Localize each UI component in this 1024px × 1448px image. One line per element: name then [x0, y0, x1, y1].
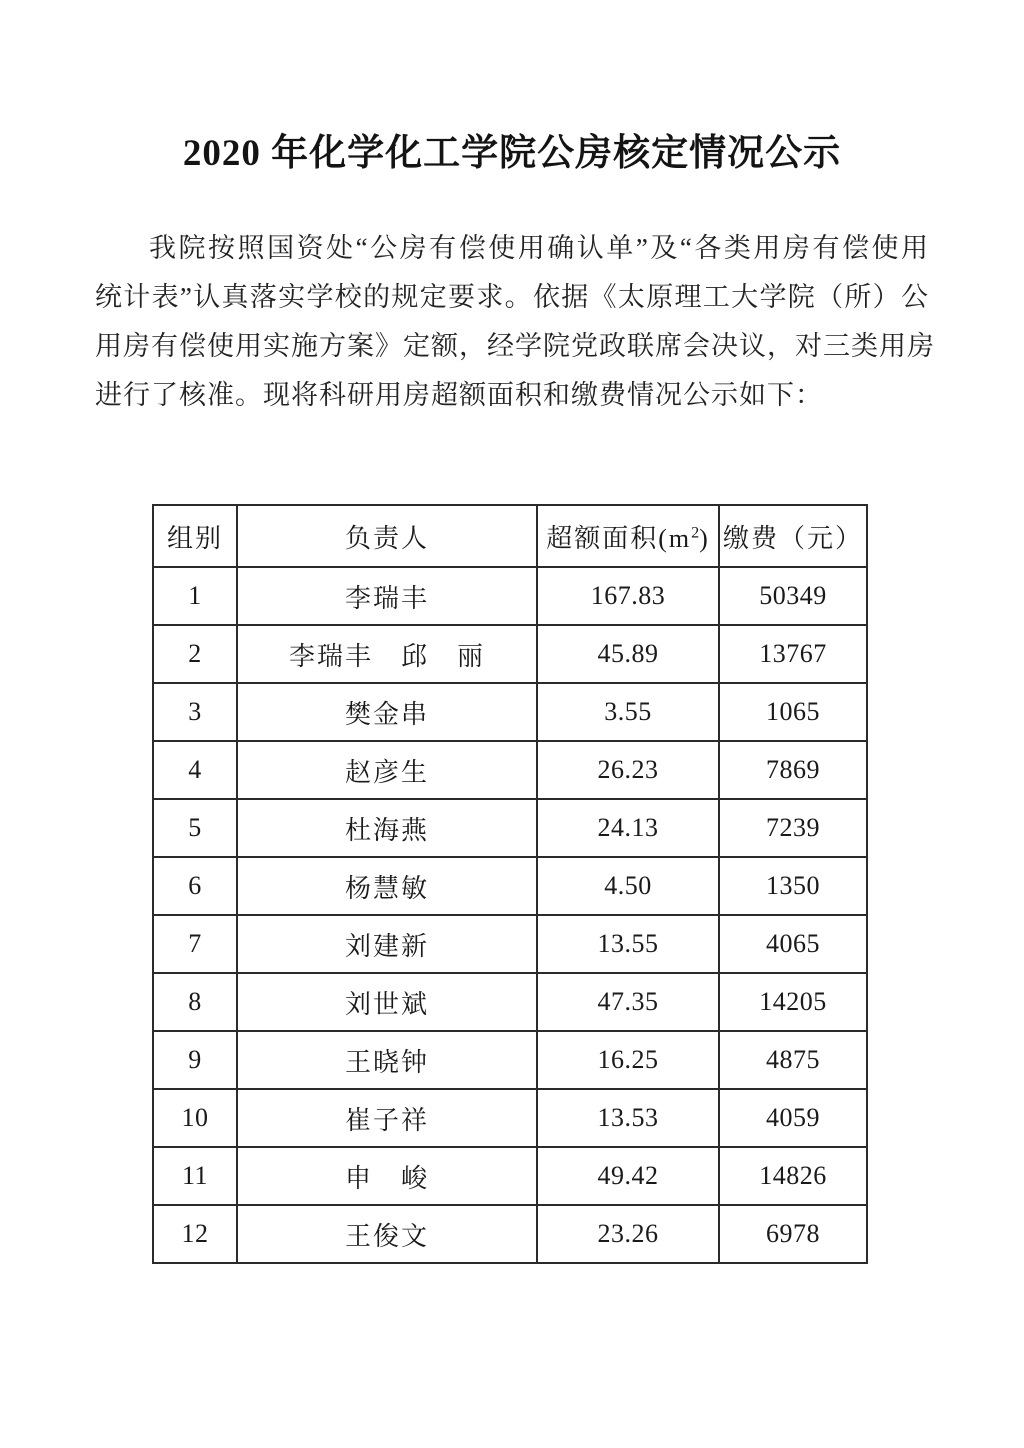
- cell-group: 11: [153, 1147, 237, 1205]
- cell-name: 刘建新: [237, 915, 537, 973]
- cell-group: 4: [153, 741, 237, 799]
- area-header-close-paren: ): [699, 523, 710, 553]
- table-row: [153, 1031, 867, 1089]
- cell-area: 26.23: [537, 741, 719, 799]
- table-row: [153, 741, 867, 799]
- cell-payment: 7869: [719, 741, 867, 799]
- cell-name: 赵彦生: [237, 741, 537, 799]
- table-row: [153, 973, 867, 1031]
- cell-area: 13.55: [537, 915, 719, 973]
- cell-group: 7: [153, 915, 237, 973]
- page-title: 2020 年化学化工学院公房核定情况公示: [182, 133, 842, 174]
- table-row: [153, 567, 867, 625]
- cell-name: 杜海燕: [237, 799, 537, 857]
- cell-group: 8: [153, 973, 237, 1031]
- cell-group: 6: [153, 857, 237, 915]
- table-row: [153, 683, 867, 741]
- cell-group: 9: [153, 1031, 237, 1089]
- cell-group: 3: [153, 683, 237, 741]
- cell-payment: 50349: [719, 567, 867, 625]
- cell-group: 10: [153, 1089, 237, 1147]
- cell-payment: 1065: [719, 683, 867, 741]
- cell-area: 24.13: [537, 799, 719, 857]
- cell-name: 王晓钟: [237, 1031, 537, 1089]
- cell-area: 23.26: [537, 1205, 719, 1263]
- cell-group: 2: [153, 625, 237, 683]
- cell-name: 杨慧敏: [237, 857, 537, 915]
- cell-name: 李瑞丰 邱 丽: [237, 625, 537, 683]
- intro-paragraph: [95, 224, 935, 420]
- cell-payment: 7239: [719, 799, 867, 857]
- cell-payment: 4065: [719, 915, 867, 973]
- area-header-text: 超额面积(m: [546, 523, 692, 553]
- table-row: [153, 1205, 867, 1263]
- table-row: [153, 857, 867, 915]
- cell-payment: 14826: [719, 1147, 867, 1205]
- cell-payment: 13767: [719, 625, 867, 683]
- table-row: [153, 915, 867, 973]
- cell-group: 12: [153, 1205, 237, 1263]
- cell-payment: 4059: [719, 1089, 867, 1147]
- cell-name: 樊金串: [237, 683, 537, 741]
- cell-name: 申 峻: [237, 1147, 537, 1205]
- header-row: [153, 505, 867, 567]
- table-row: [153, 1089, 867, 1147]
- intro-line: 用房有偿使用实施方案》定额，经学院党政联席会决议，对三类用房: [95, 331, 935, 361]
- cell-name: 王俊文: [237, 1205, 537, 1263]
- column-header-person: 负责人: [237, 505, 537, 567]
- cell-payment: 14205: [719, 973, 867, 1031]
- cell-area: 47.35: [537, 973, 719, 1031]
- table-row: [153, 1147, 867, 1205]
- column-header-group: 组别: [153, 505, 237, 567]
- cell-area: 13.53: [537, 1089, 719, 1147]
- column-header-area: [537, 505, 719, 567]
- cell-area: 4.50: [537, 857, 719, 915]
- table-body: [153, 567, 867, 1263]
- table-row: [153, 799, 867, 857]
- cell-area: 16.25: [537, 1031, 719, 1089]
- intro-line: 统计表”认真落实学校的规定要求。依据《太原理工大学院（所）公: [95, 282, 929, 312]
- cell-payment: 1350: [719, 857, 867, 915]
- cell-name: 刘世斌: [237, 973, 537, 1031]
- table-header: [153, 505, 867, 567]
- cell-group: 5: [153, 799, 237, 857]
- cell-payment: 6978: [719, 1205, 867, 1263]
- cell-name: 崔子祥: [237, 1089, 537, 1147]
- cell-name: 李瑞丰: [237, 567, 537, 625]
- column-header-payment: 缴费（元）: [719, 505, 867, 567]
- cell-payment: 4875: [719, 1031, 867, 1089]
- intro-line: 我院按照国资处“公房有偿使用确认单”及“各类用房有偿使用: [149, 233, 929, 263]
- area-header-superscript: 2: [691, 523, 700, 541]
- cell-area: 167.83: [537, 567, 719, 625]
- cell-area: 45.89: [537, 625, 719, 683]
- intro-line: 进行了核准。现将科研用房超额面积和缴费情况公示如下：: [95, 380, 823, 410]
- cell-area: 3.55: [537, 683, 719, 741]
- table-row: [153, 625, 867, 683]
- cell-area: 49.42: [537, 1147, 719, 1205]
- cell-group: 1: [153, 567, 237, 625]
- housing-fee-table: [152, 504, 868, 1264]
